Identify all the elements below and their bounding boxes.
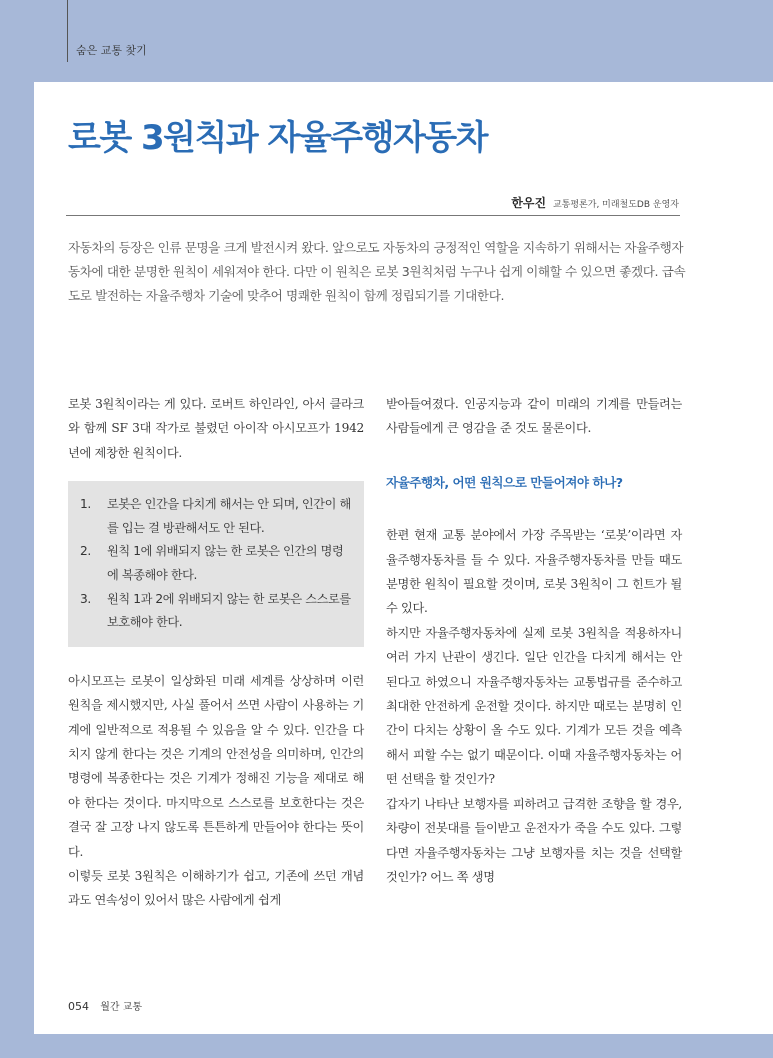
section-subheading: 자율주행차, 어떤 원칙으로 만들어져야 하나? [386, 474, 623, 490]
rule-number: 2. [80, 544, 91, 559]
rule-item [80, 493, 354, 540]
rule-text: 원칙 1에 위배되지 않는 한 로봇은 인간의 명령에 복종해야 한다. [107, 544, 344, 582]
rule-text: 로봇은 인간을 다치게 해서는 안 되며, 인간이 해를 입는 걸 방관해서도 안 된다. [107, 497, 351, 535]
page-footer [68, 998, 142, 1013]
article-page [34, 82, 773, 1034]
rule-text: 원칙 1과 2에 위배되지 않는 한 로봇은 스스로를 보호해야 한다. [107, 591, 351, 630]
rule-item [80, 588, 354, 635]
left-paragraph-2: 아시모프는 로봇이 일상화된 미래 세계를 상상하며 이런 원칙을 제시했지만, 사실 풀어서 쓰면 사람이 사용하는 기계에 일반적으로 적용될 수 있음을 알 수 있다. 인간을 다치지 않게 한다는 것은 기계의 안전성을 의미하며, 인간의 명령에 복종한다는 것은 기계가 정해진 기능을 제대로 해야 한다는 것이다. 마지막으로 스스로를 보호한다는 것은 결국 잘 고장 나지 않도록 튼튼하게 만들어야 한다는 뜻이다. [68, 673, 364, 859]
rule-item [80, 540, 354, 587]
right-paragraph-1: 받아들여졌다. 인공지능과 같이 미래의 기계를 만들려는 사람들에게 큰 영감을 준 것도 물론이다. [386, 397, 682, 436]
article-intro: 자동차의 등장은 인류 문명을 크게 발전시켜 왔다. 앞으로도 자동차의 긍정적인 역할을 지속하기 위해서는 자율주행자동차에 대한 분명한 원칙이 세워져야 한다. 다만 이 원칙은 로봇 3원칙처럼 누구나 쉽게 이해할 수 있으면 좋겠다. 급속도로 발전하는 자율주행차 기술에 맞추어 명쾌한 원칙이 함께 정립되기를 기대한다. [68, 240, 686, 303]
right-column [386, 392, 682, 889]
magazine-name: 월간 교통 [100, 1002, 143, 1013]
robot-rules-box [68, 481, 364, 647]
author-role: 교통평론가, 미래철도DB 운영자 [552, 200, 679, 210]
right-paragraph-4: 갑자기 나타난 보행자를 피하려고 급격한 조향을 할 경우, 차량이 전봇대를 들이받고 운전자가 죽을 수도 있다. 그렇다면 자율주행자동차는 그냥 보행자를 치는 것을 선택할 것인가? 어느 쪽 생명 [386, 796, 682, 884]
rule-number: 1. [80, 497, 91, 512]
author-name: 한우진 [511, 196, 547, 210]
left-paragraph-1: 로봇 3원칙이라는 게 있다. 로버트 하인라인, 아서 클라크와 함께 SF 3대 작가로 불렸던 아이작 아시모프가 1942년에 제창한 원칙이다. [68, 397, 364, 460]
section-divider [67, 0, 68, 62]
rule-number: 3. [80, 591, 91, 606]
page-number: 054 [68, 1000, 89, 1013]
right-paragraph-2: 한편 현재 교통 분야에서 가장 주목받는 ‘로봇’이라면 자율주행자동차를 들 수 있다. 자율주행자동차를 만들 때도 분명한 원칙이 필요할 것이며, 로봇 3원칙이 그 힌트가 될 수 있다. [386, 528, 682, 616]
section-label: 숨은 교통 찾기 [76, 44, 147, 57]
byline [511, 194, 679, 211]
left-paragraph-3: 이렇듯 로봇 3원칙은 이해하기가 쉽고, 기존에 쓰던 개념과도 연속성이 있어서 많은 사람에게 쉽게 [68, 869, 364, 908]
title-divider [66, 215, 680, 216]
left-column [68, 392, 364, 913]
right-paragraph-3: 하지만 자율주행자동차에 실제 로봇 3원칙을 적용하자니 여러 가지 난관이 생긴다. 일단 인간을 다치게 해서는 안 된다고 하였으니 자율주행자동차는 교통법규를 준수하고 최대한 안전하게 운전할 것이다. 하지만 때로는 분명히 인간이 다치는 상황이 올 수도 있다. 기계가 모든 것을 예측해서 피할 수는 없기 때문이다. 이때 자율주행자동차는 어떤 선택을 할 것인가? [386, 625, 682, 787]
article-title: 로봇 3원칙과 자율주행자동차 [68, 118, 487, 158]
